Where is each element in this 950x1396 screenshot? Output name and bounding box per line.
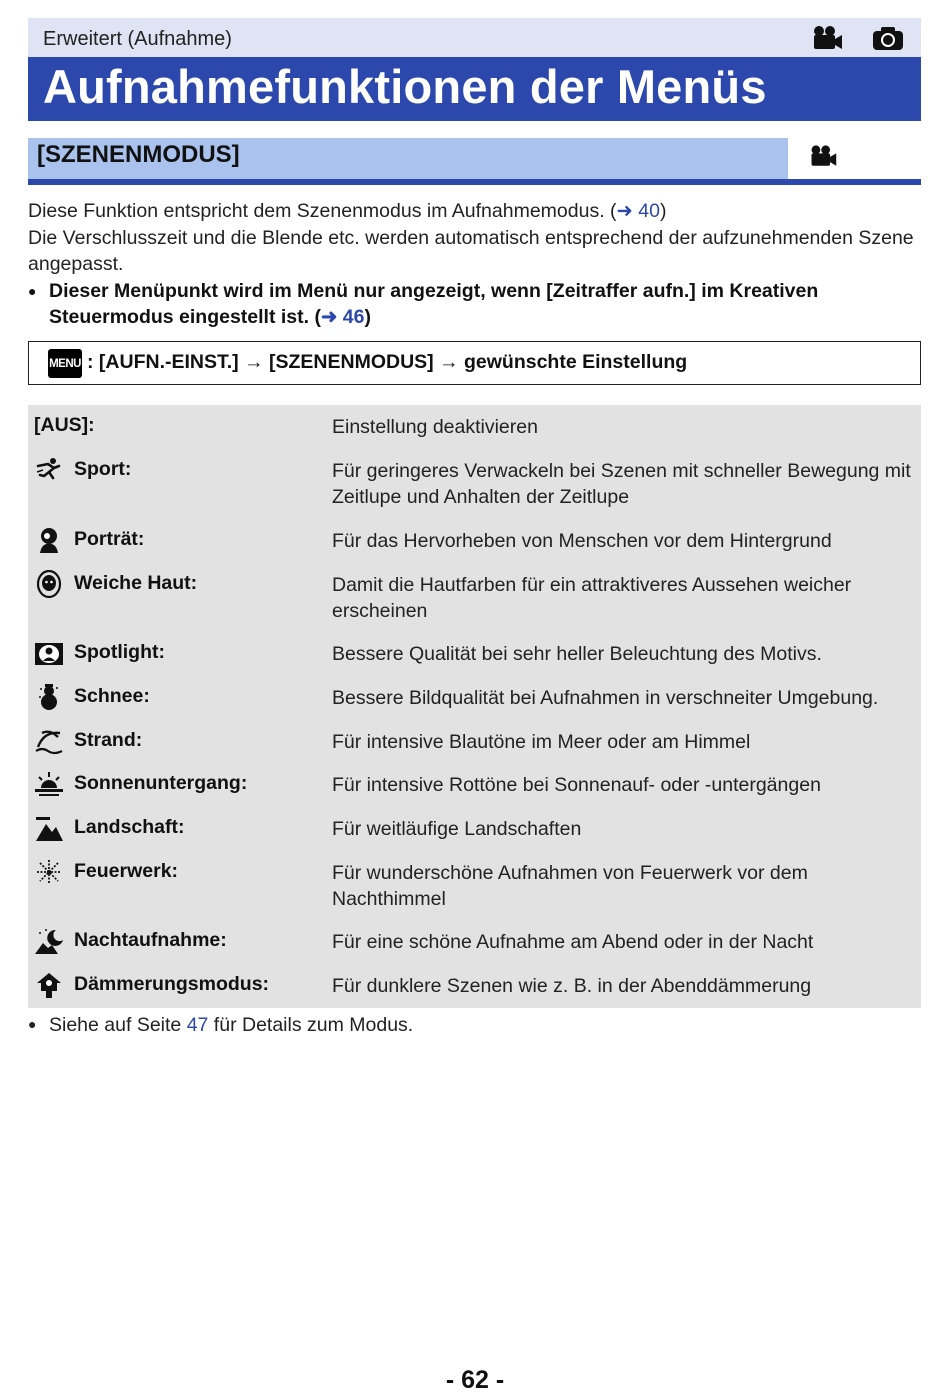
mode-label-text: Dämmerungsmodus: xyxy=(74,973,270,995)
mode-label xyxy=(34,528,144,554)
mode-description: Für geringeres Verwackeln bei Szenen mit schneller Bewegung mit Zeitlupe und Anhalten der Zeitlupe xyxy=(332,460,911,508)
video-camera-icon xyxy=(810,24,844,52)
availability-note xyxy=(28,278,921,331)
intro-line-2: Die Verschlusszeit und die Blende etc. werden automatisch entsprechend der aufzunehmenden Szene angepasst. xyxy=(28,226,914,275)
mode-label xyxy=(34,816,185,842)
fireworks-icon xyxy=(34,858,68,886)
spotlight-icon xyxy=(34,639,68,667)
mode-label xyxy=(34,929,227,955)
page-link-47[interactable]: 47 xyxy=(186,1014,209,1036)
intro-text xyxy=(28,198,921,331)
mode-label-text: Landschaft: xyxy=(74,816,185,838)
section-underline xyxy=(28,179,921,185)
mode-label-text: Strand: xyxy=(74,729,143,751)
mode-label xyxy=(34,414,95,437)
mode-label xyxy=(34,685,150,711)
footnote-end: für Details zum Modus. xyxy=(208,1014,414,1036)
scene-mode-table xyxy=(28,405,921,1008)
mode-label-text: [AUS]: xyxy=(34,414,95,436)
mode-label xyxy=(34,860,178,886)
mode-label-text: Sport: xyxy=(74,458,132,480)
category-label: Erweitert (Aufnahme) xyxy=(43,28,232,50)
portrait-icon xyxy=(34,526,68,554)
availability-note-text: Dieser Menüpunkt wird im Menü nur angezeigt, wenn [Zeitraffer aufn.] im Kreativen Steuermodus eingestellt ist. ( xyxy=(49,279,819,328)
mode-label-text: Weiche Haut: xyxy=(74,572,198,594)
mode-description: Für dunklere Szenen wie z. B. in der Abenddämmerung xyxy=(332,975,812,997)
mode-description: Für intensive Blautöne im Meer oder am Himmel xyxy=(332,731,751,753)
soft-skin-icon xyxy=(34,570,68,598)
mode-label xyxy=(34,572,197,598)
intro-line-1 xyxy=(28,198,921,225)
mode-description: Für weitläufige Landschaften xyxy=(332,818,582,840)
footnote-text: Siehe auf Seite xyxy=(49,1014,187,1036)
mode-label-text: Porträt: xyxy=(74,528,145,550)
beach-icon xyxy=(34,727,68,755)
menu-icon: MENU xyxy=(48,349,82,378)
mode-description: Für das Hervorheben von Menschen vor dem Hintergrund xyxy=(332,530,832,552)
page-title: Aufnahmefunktionen der Menüs xyxy=(43,60,767,113)
mode-description: Bessere Bildqualität bei Aufnahmen in verschneiter Umgebung. xyxy=(332,687,879,709)
availability-note-end: ) xyxy=(364,306,371,328)
sport-icon xyxy=(34,456,68,484)
menu-path-box xyxy=(28,341,921,385)
menu-path-text: : [AUFN.-EINST.] → [SZENENMODUS] → gewünschte Einstellung xyxy=(87,351,688,373)
intro-line-1-end: ) xyxy=(660,200,667,222)
page-number: - 62 - xyxy=(445,1366,505,1394)
section-title: [SZENENMODUS] xyxy=(37,141,240,168)
mode-description: Für intensive Rottöne bei Sonnenauf- oder -untergängen xyxy=(332,774,821,796)
mode-label xyxy=(34,772,247,798)
mode-label xyxy=(34,458,131,484)
mode-description: Für wunderschöne Aufnahmen von Feuerwerk vor dem Nachthimmel xyxy=(332,862,808,910)
mode-label xyxy=(34,641,165,667)
mode-description: Einstellung deaktivieren xyxy=(332,416,538,438)
night-scenery-icon xyxy=(34,927,68,955)
page-link-40[interactable]: ➜ 40 xyxy=(616,200,660,222)
scenery-icon xyxy=(34,814,68,842)
mode-description: Bessere Qualität bei sehr heller Beleuchtung des Motivs. xyxy=(332,643,822,665)
mode-label-text: Spotlight: xyxy=(74,641,165,663)
video-camera-icon xyxy=(808,143,838,169)
intro-line-1-text: Diese Funktion entspricht dem Szenenmodus im Aufnahmemodus. ( xyxy=(28,200,617,222)
mode-label-text: Feuerwerk: xyxy=(74,860,179,882)
mode-label-text: Nachtaufnahme: xyxy=(74,929,227,951)
mode-description: Für eine schöne Aufnahme am Abend oder in der Nacht xyxy=(332,931,814,953)
mode-label xyxy=(34,729,142,755)
photo-camera-icon xyxy=(871,24,905,52)
footnote xyxy=(28,1014,413,1037)
sunset-icon xyxy=(34,770,68,798)
mode-description: Damit die Hautfarben für ein attraktiveres Aussehen weicher erscheinen xyxy=(332,574,852,622)
page-link-46[interactable]: ➜ 46 xyxy=(320,306,365,328)
snow-icon xyxy=(34,683,68,711)
low-light-icon xyxy=(34,971,68,999)
mode-label-text: Schnee: xyxy=(74,685,150,707)
mode-label xyxy=(34,973,269,999)
mode-label-text: Sonnenuntergang: xyxy=(74,772,248,794)
